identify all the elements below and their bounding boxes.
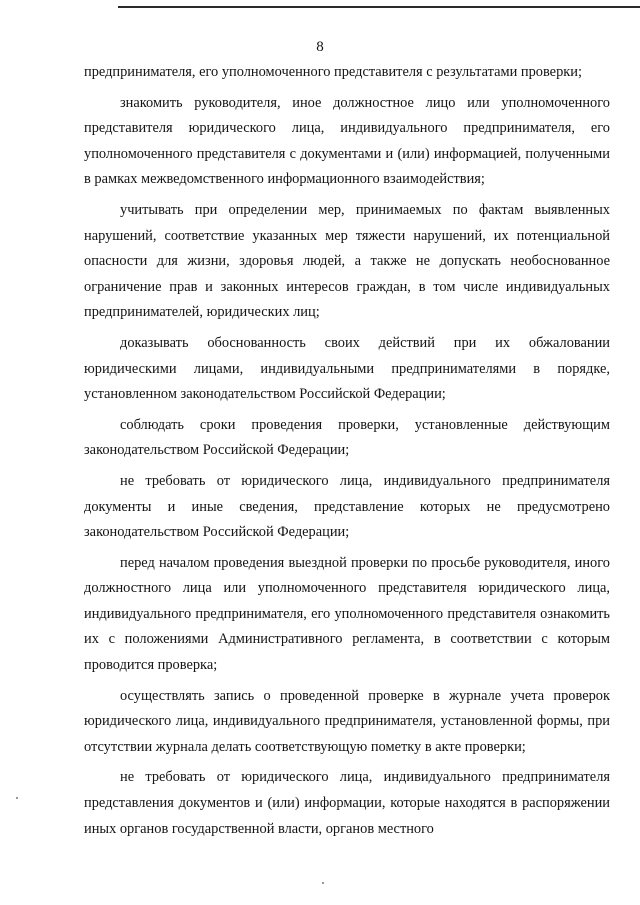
paragraph-not-require-documents: не требовать от юридического лица, индивидуального предпринимателя документы и иные сведения, представление которых не предусмотрено законодательством Российской Федерации; [84,472,610,541]
paragraph-journal-record: осуществлять запись о проведенной проверке в журнале учета проверок юридического лица, индивидуального предпринимателя, установленной формы, при отсутствии журнала делать соответствующую пометку в акте проверки; [84,687,610,755]
scan-speck [322,882,324,884]
document-body [84,60,610,847]
page-number: 8 [316,39,324,55]
paragraph-observe-deadlines: соблюдать сроки проведения проверки, установленные действующим законодательством Российской Федерации; [84,416,610,459]
paragraph-continuation: предпринимателя, его уполномоченного представителя с результатами проверки; [84,64,582,80]
paragraph-prove-validity: доказывать обоснованность своих действий при их обжаловании юридическими лицами, индивидуальными предпринимателями в порядке, установленном законодательством Российской Федерации; [84,334,610,403]
paragraph-consider-measures: учитывать при определении мер, принимаемых по фактам выявленных нарушений, соответствие указанных мер тяжести нарушений, их потенциальной опасности для жизни, здоровья людей, а также не допускать необоснованное ограничение прав и законных интересов граждан, в том числе индивидуальных предпринимателей, юридических лиц; [84,201,610,321]
paragraph-familiarize-regulation: перед началом проведения выездной проверки по просьбе руководителя, иного должностного лица или уполномоченного представителя юридического лица, индивидуального предпринимателя, его уполномоченного представителя ознакомить их с положениями Административного регламента, в соответствии с которым проводится проверка; [84,554,610,674]
scan-speck [16,797,18,799]
scan-top-edge [118,6,640,8]
paragraph-not-require-information: не требовать от юридического лица, индивидуального предпринимателя представления документов и (или) информации, которые находятся в распоряжении иных органов государственной власти, органов местного [84,769,610,837]
paragraph-familiarize: знакомить руководителя, иное должностное лицо или уполномоченного представителя юридического лица, индивидуального предпринимателя, его уполномоченного представителя с документами и (или) информацией, полученными в рамках межведомственного информационного взаимодействия; [84,94,610,188]
